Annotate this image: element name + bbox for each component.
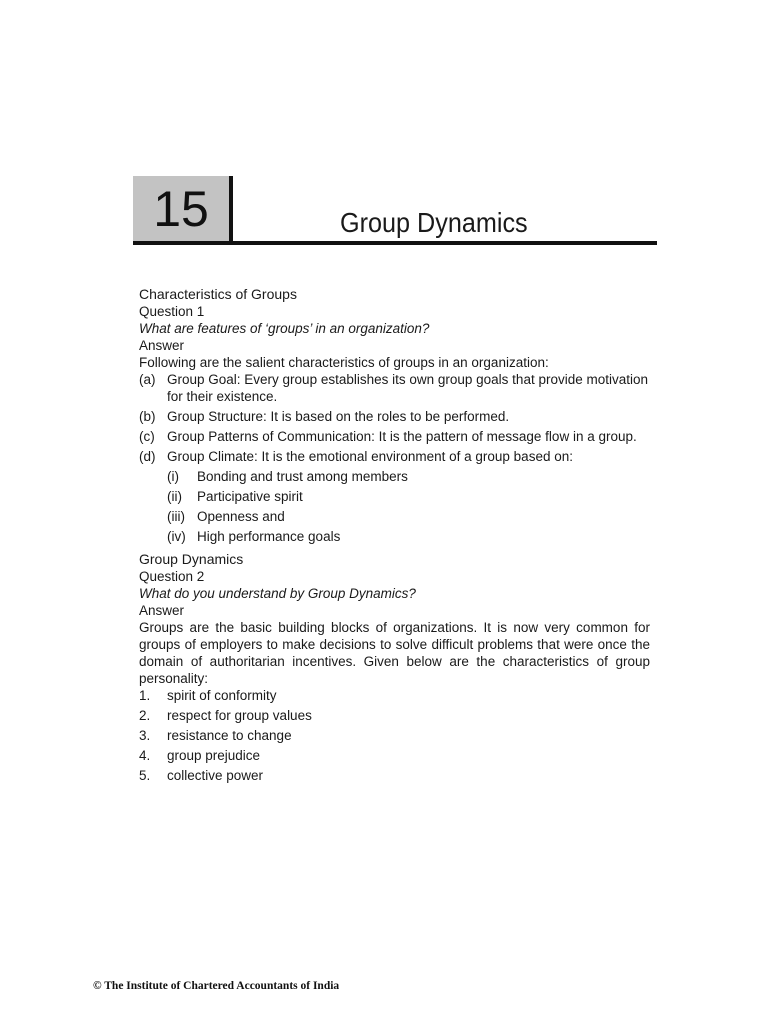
list-marker: (b) [139,409,156,424]
list-item-text: Group Climate: It is the emotional environment of a group based on: [167,449,573,464]
sub-list-marker: (i) [167,469,179,484]
list-item [139,371,650,405]
list-marker: 3. [139,728,151,743]
list-item [139,408,650,425]
question-label: Question 1 [139,304,205,319]
question-text: What are features of ‘groups’ in an organization? [139,321,430,336]
sub-list-marker: (ii) [167,489,182,504]
list-item [139,428,650,445]
copyright-footer: © The Institute of Chartered Accountants of India [93,980,340,992]
list-item [139,448,650,465]
list-item-text: Group Patterns of Communication: It is the pattern of message flow in a group. [167,429,637,444]
numbered-item [139,747,650,764]
list-marker: (a) [139,372,156,387]
list-item-text: Group Goal: Every group establishes its own group goals that provide motivation for their existence. [167,372,649,404]
sub-list-text: Openness and [197,509,285,524]
numbered-item [139,707,650,724]
list-marker: 2. [139,708,151,723]
numbered-item [139,687,650,704]
chapter-title: Group Dynamics [340,207,528,238]
numbered-item [139,767,650,784]
answer-paragraph: Groups are the basic building blocks of organizations. It is now very common for groups of employers to make decisions to solve difficult problems that were once the domain of authoritarian incentives. Given below are the characteristics of group personality: [139,620,650,686]
sub-list-marker: (iii) [167,509,185,524]
list-item-text: respect for group values [167,708,312,723]
list-marker: 5. [139,768,151,783]
chapter-number: 15 [153,180,209,237]
list-item-text: group prejudice [167,748,261,763]
list-item-text: resistance to change [167,728,292,743]
sub-list-text: High performance goals [197,529,341,544]
list-marker: 4. [139,748,151,763]
answer-label: Answer [139,338,185,353]
chapter-divider [229,176,233,243]
list-item-text: Group Structure: It is based on the roles to be performed. [167,409,510,424]
sub-list-text: Participative spirit [197,489,303,504]
list-item-text: spirit of conformity [167,688,277,703]
list-marker: (c) [139,429,155,444]
answer-intro: Following are the salient characteristics of groups in an organization: [139,355,549,370]
sub-list-item [167,508,650,525]
answer-label: Answer [139,603,185,618]
list-marker: (d) [139,449,156,464]
sub-list-item [167,468,650,485]
sub-list-marker: (iv) [167,529,186,544]
section-heading: Group Dynamics [139,551,244,567]
page-content [139,286,650,787]
sub-list-item [167,488,650,505]
list-item-text: collective power [167,768,264,783]
sub-list-item [167,528,650,545]
numbered-item [139,727,650,744]
question-label: Question 2 [139,569,205,584]
chapter-number-box [133,176,229,241]
sub-list-text: Bonding and trust among members [197,469,408,484]
section-heading: Characteristics of Groups [139,286,297,302]
question-text: What do you understand by Group Dynamics? [139,586,416,601]
list-marker: 1. [139,688,151,703]
chapter-rule [133,241,657,245]
